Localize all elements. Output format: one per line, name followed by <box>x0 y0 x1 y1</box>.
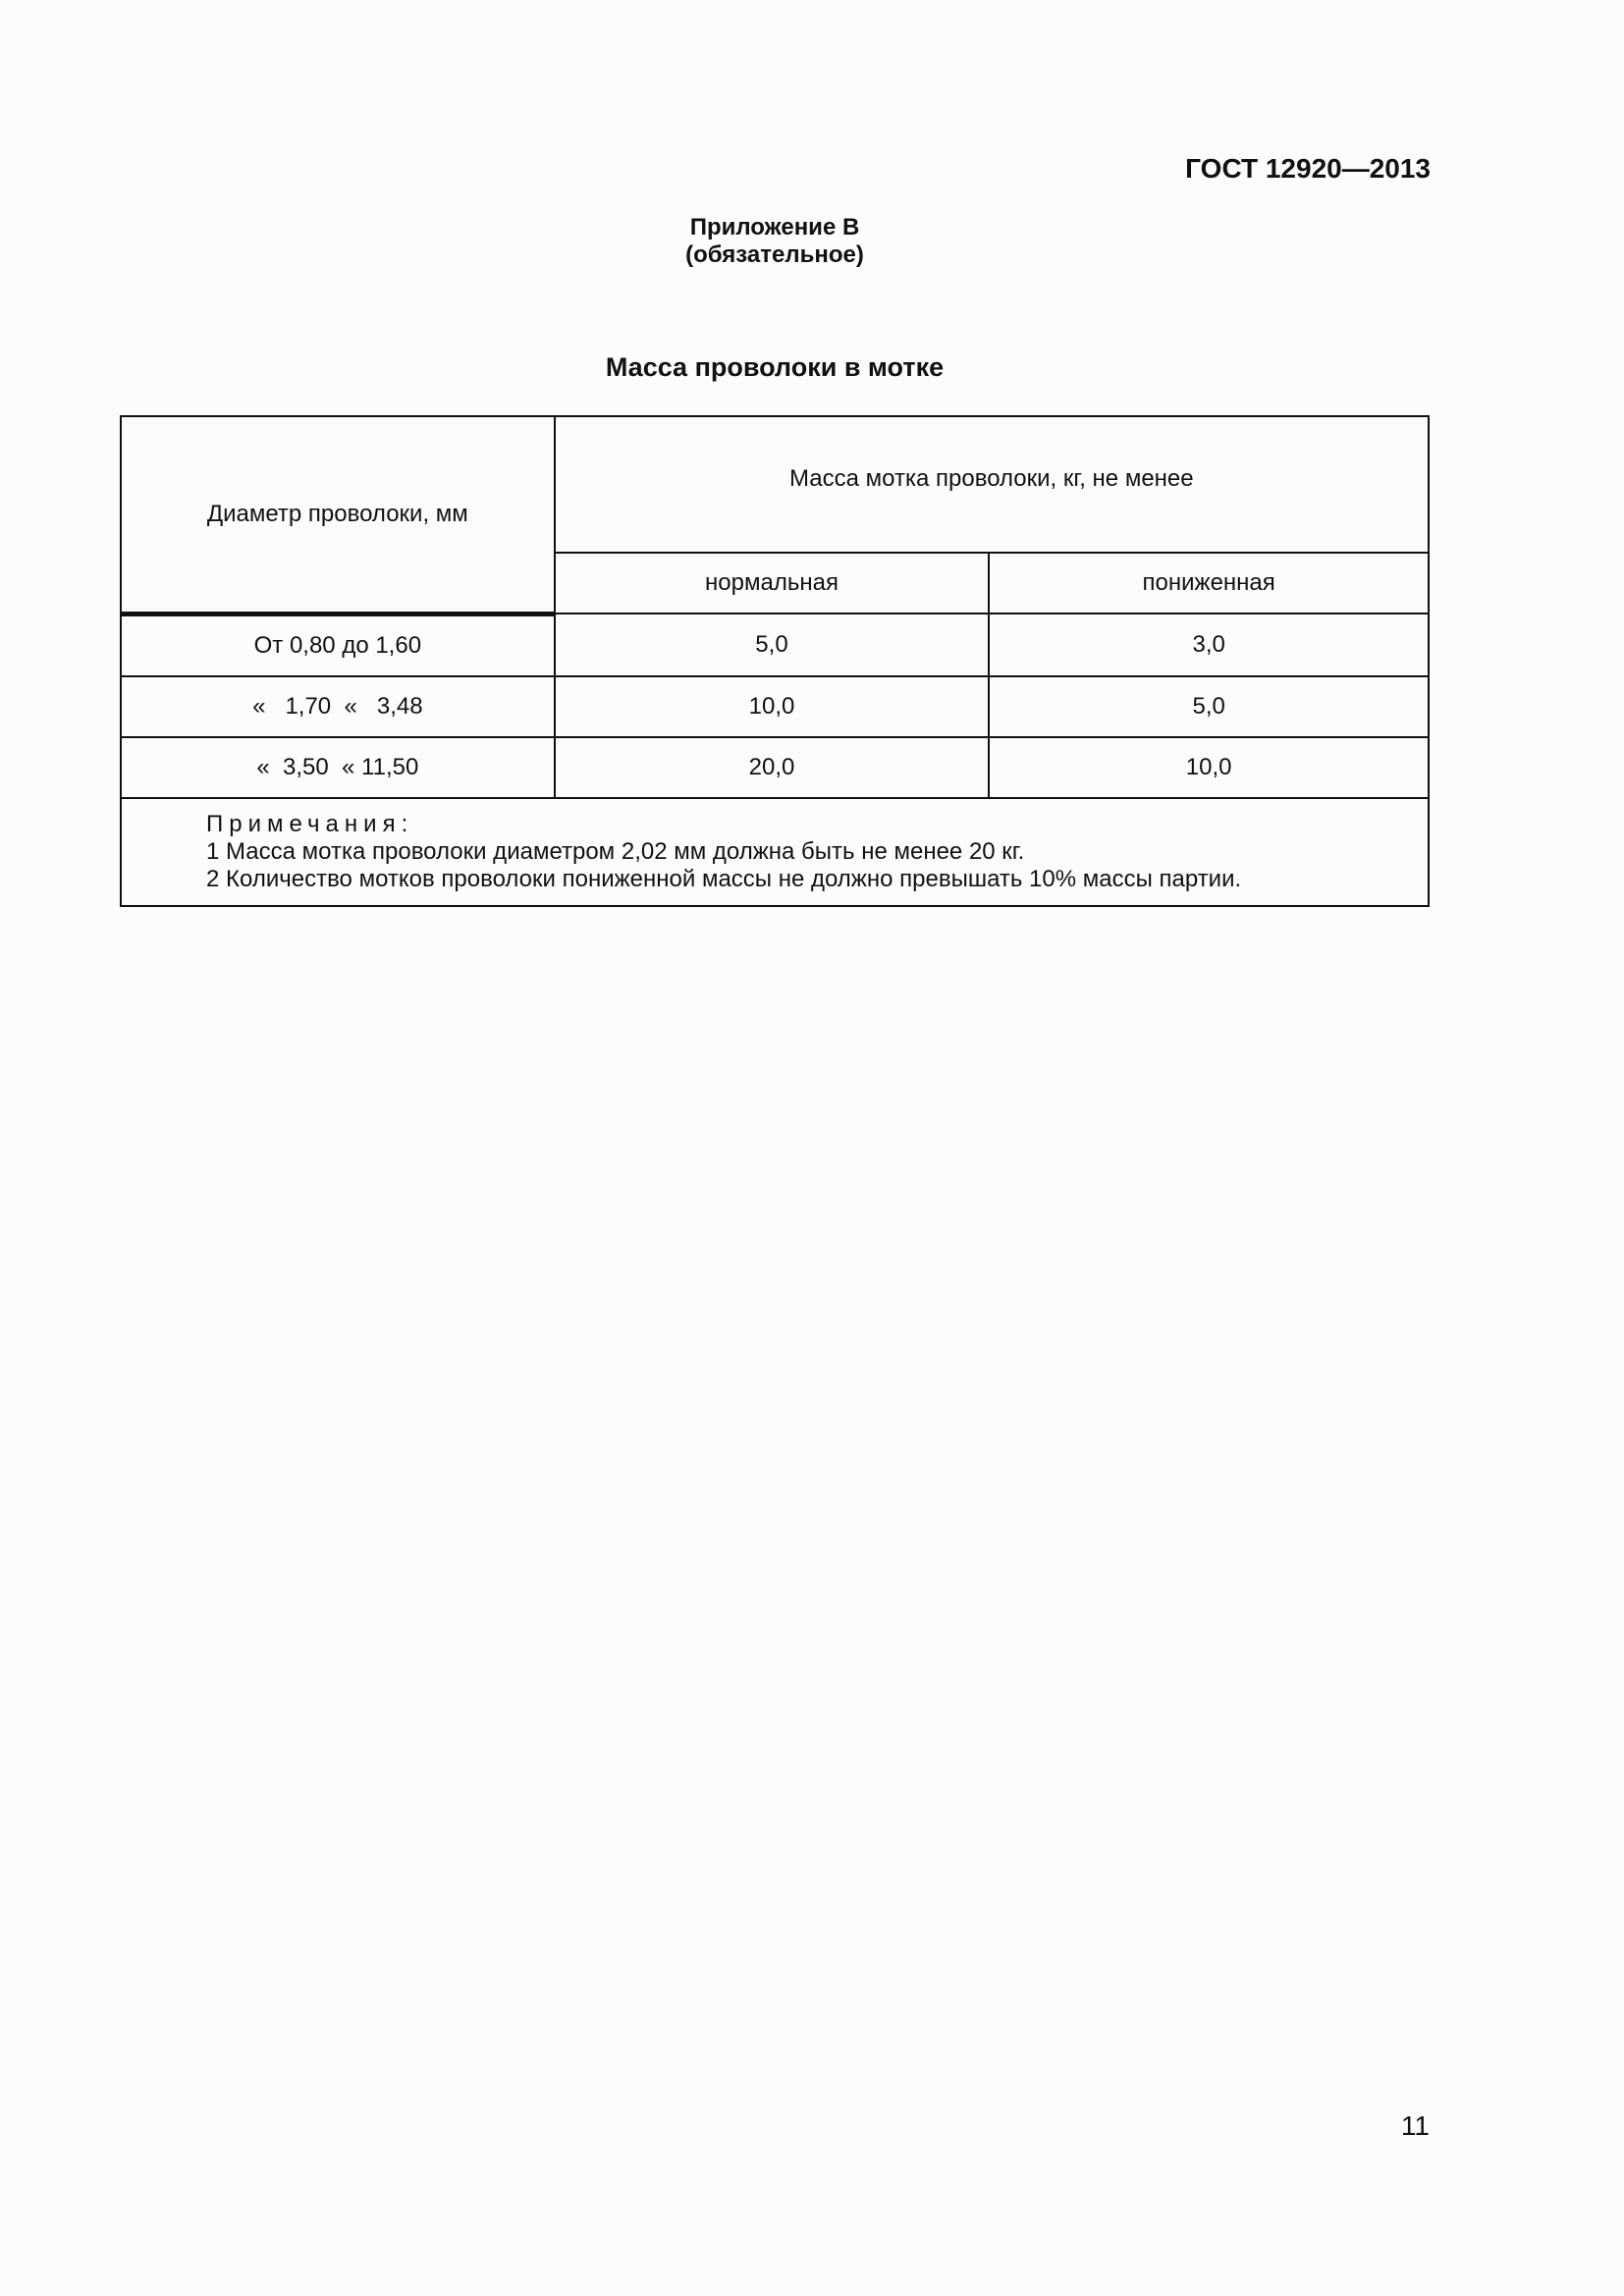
table-title: Масса проволоки в мотке <box>605 352 945 382</box>
column-header-diameter: Диаметр проволоки, мм <box>121 416 555 614</box>
appendix-status: (обязательное) <box>685 241 864 268</box>
cell-normal: 20,0 <box>555 737 990 798</box>
subheader-reduced: пониженная <box>989 553 1429 614</box>
wire-mass-table <box>120 415 1430 907</box>
page-number: 11 <box>1400 2110 1430 2141</box>
cell-reduced: 10,0 <box>989 737 1429 798</box>
cell-normal: 10,0 <box>555 676 990 737</box>
cell-diameter: « 1,70 « 3,48 <box>121 676 555 737</box>
cell-reduced: 3,0 <box>989 614 1429 676</box>
appendix-title: Приложение В <box>689 214 860 240</box>
table-header-row <box>121 416 1429 553</box>
appendix-heading <box>0 214 1549 269</box>
standard-designation: ГОСТ 12920—2013 <box>1185 153 1431 184</box>
table-row <box>121 676 1429 737</box>
table-notes-row <box>121 798 1429 906</box>
cell-normal: 5,0 <box>555 614 990 676</box>
cell-diameter: « 3,50 « 11,50 <box>121 737 555 798</box>
cell-reduced: 5,0 <box>989 676 1429 737</box>
table-row <box>121 614 1429 676</box>
subheader-normal: нормальная <box>555 553 990 614</box>
notes-title: Примечания: <box>206 810 414 837</box>
note-item: 2 Количество мотков проволоки пониженной массы не должно превышать 10% массы партии. <box>206 865 1242 892</box>
cell-diameter: От 0,80 до 1,60 <box>121 614 555 676</box>
table-notes <box>121 798 1429 906</box>
table-row <box>121 737 1429 798</box>
column-header-mass: Масса мотка проволоки, кг, не менее <box>555 416 1429 553</box>
note-item: 1 Масса мотка проволоки диаметром 2,02 мм должна быть не менее 20 кг. <box>206 837 1025 865</box>
